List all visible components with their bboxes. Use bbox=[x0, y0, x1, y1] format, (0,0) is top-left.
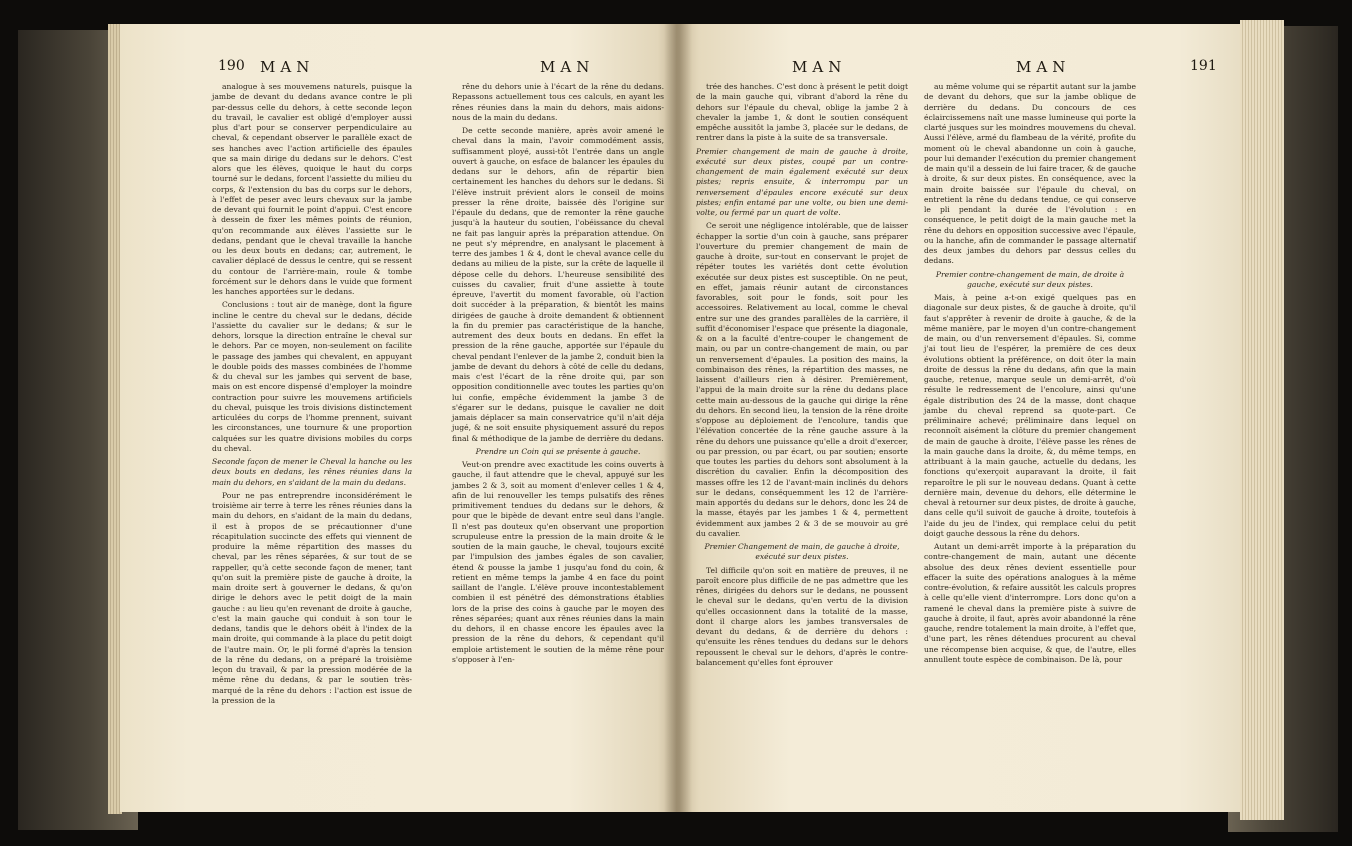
paragraph: Autant un demi-arrêt importe à la préparation du contre-changement de main, autant une décente absolue des deux rênes devient essentielle pour effacer la suite des opérations analogues à la même contre-évolution, & refaire aussitôt les calculs propres à celle qu'elle vient d'interrompre. Lors donc qu'on a ramené le cheval dans la première piste à suivre de gauche à droite, il faut, après avoir abandonné la rêne gauche, rendre totalement la main droite, à l'effet que, d'une part, les rênes détendues procurent au cheval une récompense bien acquise, & que, de l'autre, elles annullent toute espèce de combinaison. De là, pour bbox=[924, 542, 1136, 664]
paragraph: Conclusions : tout air de manège, dont la figure incline le centre du cheval sur le dedans, décide l'assiette du cavalier sur le dedans; & sur le dehors, lorsque la direction entraîne le cheval sur le dehors. Par ce moyen, non-seulement on facilite le passage des jambes qui chevalent, en appuyant le double poids des masses combinées de l'homme & du cheval sur les jambes qui servent de base, mais on est encore dispensé d'employer la moindre contraction pour suivre les mouvemens artificiels du cheval, puisque les trois divisions distinctement articulées du corps de l'homme prennent, suivant les circonstances, une tournure & une proportion calquées sur les quatre divisions mobiles du corps du cheval. bbox=[212, 300, 412, 453]
left-page-column-2 bbox=[452, 82, 664, 668]
book-gutter bbox=[664, 24, 692, 812]
section-heading: Premier Changement de main, de gauche à droite, exécuté sur deux pistes. bbox=[704, 542, 900, 562]
page-number-right: 191 bbox=[1190, 58, 1217, 74]
section-heading: Prendre un Coin qui se présente à gauche. bbox=[475, 446, 641, 456]
running-header-left-1: MAN bbox=[260, 58, 315, 76]
running-header-right-1: MAN bbox=[792, 58, 847, 76]
running-header-left-2: MAN bbox=[540, 58, 595, 76]
right-page bbox=[676, 24, 1248, 812]
left-page bbox=[120, 24, 680, 812]
paragraph: Mais, à peine a-t-on exigé quelques pas en diagonale sur deux pistes, & de gauche à droite, qu'il faut s'apprêter à revenir de droite à gauche, & de la même manière, par le moyen d'un contre-changement de main, ou d'un renversement d'épaules. Si, comme j'ai tout lieu de l'espérer, la première de ces deux évolutions obtient la préférence, on doit ôter la main droite de dessus la rêne du dedans, afin que la main gauche, retenue, marque seule un demi-arrêt, d'où résulte le redressement de l'encolure, ainsi qu'une égale distribution des 24 de la masse, dont chaque jambe du cheval reprend sa quote-part. Ce préliminaire achevé; préliminaire dans lequel on reconnoît aisément la clôture du premier changement de main de gauche à droite, l'élève passe les rênes de la main gauche dans la droite, &, du même temps, en attribuant à la main gauche, actuelle du dedans, les fonctions qu'exerçoit auparavant la droite, il fait reparoître le pli sur le nouveau dedans. Quant à cette dernière main, devenue du dehors, elle détermine le cheval à retourner sur deux pistes, de droite à gauche, dans celle qu'il suivoit de gauche à droite, toutefois à l'aide du jeu de l'index, qui remplace celui du petit doigt gauche dessous la rêne du dehors. bbox=[924, 293, 1136, 538]
section-heading: Premier changement de main de gauche à droite, exécuté sur deux pistes, coupé par un contre-changement de main également exécuté sur deux pistes; repris ensuite, & interrompu par un renversement d'épaules encore exécuté sur deux pistes; enfin entamé par une volte, ou bien une demi-volte, ou fermé par un quart de volte. bbox=[696, 146, 908, 217]
right-page-column-2 bbox=[924, 82, 1136, 668]
left-page-column-1 bbox=[212, 82, 412, 709]
running-header-right-2: MAN bbox=[1016, 58, 1071, 76]
right-page-column-1 bbox=[696, 82, 908, 671]
paragraph: Tel difficile qu'on soit en matière de preuves, il ne paroît encore plus difficile de ne pas admettre que les rênes, dirigées du dehors sur le dedans, ne poussent le cheval sur le dedans, qu'en vertu de la division qu'elles occasionnent dans la totalité de la masse, dont il charge alors les jambes transversales de devant du dedans, & de derrière du dehors : qu'ensuite les rênes tendues du dedans sur le dehors repoussent le cheval sur le dehors, d'après le contre-balancement qu'elles font éprouver bbox=[696, 565, 908, 667]
paragraph: De cette seconde manière, après avoir amené le cheval dans la main, l'avoir commodément assis, suffisamment ployé, aussi-tôt l'entrée dans un angle ouvert à gauche, on esface de balancer les épaules du dedans sur le dehors, afin de répartir bien certainement les hanches du dehors sur le dedans. Si l'élève instruit prévient alors le conseil de moins presser la rêne droite, baissée dès l'origine sur l'épaule du dedans, que de remonter la rêne gauche jusqu'à la hauteur du soutien, l'obéissance du cheval ne fait pas languir après la préparation attendue. On ne peut s'y méprendre, en analysant le placement à terre des jambes 1 & 4, dont le cheval avance celle du dedans au milieu de la piste, sur la crête de laquelle il dépose celle du dehors. L'heureuse sensibilité des cuisses du cavalier, fruit d'une assiette à toute épreuve, l'avertit du moment favorable, où l'action doit succéder à la préparation, & bientôt les mains dirigées de gauche à droite demandent & obtiennent la fin du premier pas caractéristique de la hanche, autrement des deux bouts en dedans. En effet la pression de la rêne gauche, apportée sur l'épaule du cheval pendant l'enlever de la jambe 2, conduit bien la jambe de devant du dehors à côté de celle du dedans, mais c'est l'écart de la rêne droite qui, par son opposition conditionnelle avec toutes les parties qu'on lui confie, empêche évidemment la jambe 3 de s'égarer sur le dedans, puisque le cavalier ne doit jamais déplacer sa main conservatrice qu'il n'ait déja jugé, & ne soit ensuite physiquement assuré du repos final & méthodique de la jambe de derrière du dedans. bbox=[452, 126, 664, 443]
paragraph: Veut-on prendre avec exactitude les coins ouverts à gauche, il faut attendre que le cheval, appuyé sur les jambes 2 & 3, soit au moment d'enlever celles 1 & 4, afin de lui renouveller les temps pulsatifs des rênes primitivement tendues du dedans sur le dehors, & pour que le bipède de devant entre seul dans l'angle. Il n'est pas douteux qu'en observant une proportion scrupuleuse entre la pression de la main droite & le soutien de la main gauche, le cheval, toujours excité par l'impulsion des jambes égales de son cavalier, étend & pousse la jambe 1 jusqu'au fond du coin, & retient en même temps la jambe 4 en face du point saillant de l'angle. L'élève prouve incontestablement combien il est pénétré des démonstrations établies lors de la prise des coins à gauche par le moyen des rênes séparées; quant aux rênes réunies dans la main du dehors, il en chasse encore les épaules avec la pression de la rêne du dehors, & cependant qu'il emploie artistement le soutien de la même rêne pour s'opposer à l'en- bbox=[452, 460, 664, 664]
page-edges-right bbox=[1240, 20, 1284, 820]
paragraph: rêne du dehors unie à l'écart de la rêne du dedans. Repassons actuellement tous ces calculs, en ayant les rênes réunies dans la main du dehors, mais aidons-nous de la main du dedans. bbox=[452, 82, 664, 122]
page-number-left: 190 bbox=[218, 58, 245, 74]
section-heading: Premier contre-changement de main, de droite à gauche, exécuté sur deux pistes. bbox=[935, 269, 1125, 289]
paragraph: au même volume qui se répartit autant sur la jambe de devant du dehors, que sur la jambe oblique de derrière du dedans. Du concours de ces éclaircissemens naît une masse lumineuse qui porte la clarté jusques sur les moindres mouvemens du cheval. Aussi l'élève, armé du flambeau de la vérité, profite du moment où le cheval abandonne un coin à gauche, pour lui demander l'exécution du premier changement de main qu'il a dessein de lui faire tracer, & de gauche à droite, & sur deux pistes. En conséquence, avec la main droite baissée sur l'épaule du cheval, on entretient la rêne du dedans tendue, ce qui conserve le pli pendant la durée de l'évolution : en conséquence, le petit doigt de la main gauche met la rêne du dehors en opposition successive avec l'épaule, ou la hanche, afin de commander le passage alternatif des deux jambes du dehors par dessus celles du dedans. bbox=[924, 82, 1136, 266]
paragraph: Pour ne pas entreprendre inconsidérément le troisième air terre à terre les rênes réunies dans la main du dehors, en s'aidant de la main du dedans, il est à propos de se précautionner d'une récapitulation succincte des effets qui viennent de produire la même répartition des masses du cheval, par les rênes séparées, & sur tout de se rappeller, qu'à cette seconde façon de mener, tant qu'on suit la première piste de gauche à droite, la main droite sert à gouverner le dedans, & qu'on dirige le dehors avec le petit doigt de la main gauche : au lieu qu'en revenant de droite à gauche, c'est la main gauche qui conduit à son tour le dedans, tandis que le dehors obéit à l'index de la main droite, qui commande à la place du petit doigt de l'autre main. Or, le pli formé d'après la tension de la rêne du dedans, on a préparé la troisième leçon du travail, & par la pression modérée de la même rêne du dedans, & par le soutien très-marqué de la rêne du dehors : l'action est issue de la pression de la bbox=[212, 490, 412, 705]
section-heading: Seconde façon de mener le Cheval la hanche ou les deux bouts en dedans, les rênes réunies dans la main du dehors, en s'aidant de la main du dedans. bbox=[212, 457, 412, 487]
paragraph: trée des hanches. C'est donc à présent le petit doigt de la main gauche qui, vibrant d'abord la rêne du dehors sur l'épaule du cheval, oblige la jambe 2 à chevaler la jambe 1, & dont le soutien conséquent empêche aussitôt la jambe 3, placée sur le dedans, de rentrer dans la piste à la suite de sa transversale. bbox=[696, 82, 908, 143]
paragraph: Ce seroit une négligence intolérable, que de laisser échapper la sortie d'un coin à gauche, sans préparer l'ouverture du premier changement de main de gauche à droite, sur-tout en conservant le projet de répéter toutes les variétés dont cette évolution exécutée sur deux pistes est susceptible. On ne peut, en effet, jamais réunir autant de circonstances favorables, soit pour le fonds, soit pour les accessoires. Relativement au local, comme le cheval entre sur une des grandes parallèles de la carrière, il suffit d'économiser l'espace que présente la diagonale, & on a la faculté d'entre-couper le changement de main, ou par un contre-changement de main, ou par un renversement d'épaules. La position des mains, la combinaison des rênes, la répartition des masses, ne laissent d'ailleurs rien à désirer. Premièrement, l'appui de la main droite sur la rêne du dedans place cette main au-dessous de la gauche qui dirige la rêne du dehors. En second lieu, la tension de la rêne droite s'oppose au déploiement de l'encolure, tandis que l'élévation concertée de la rêne gauche assure à la rêne du dehors une puissance qu'elle a droit d'exercer, ou par pression, ou par écart, ou par soutien; ensorte que toutes les parties du dehors sont absolument à la discrétion du cavalier. Enfin la décomposition des masses offre les 12 de l'avant-main inclinés du dehors sur le dedans, conséquemment les 12 de l'arrière-main apportés du dedans sur le dehors, donc les 24 de la masse, étayés par les jambes 1 & 4, permettent évidemment aux jambes 2 & 3 de se mouvoir au gré du cavalier. bbox=[696, 221, 908, 538]
paragraph: analogue à ses mouvemens naturels, puisque la jambe de devant du dedans avance contre le pli par-dessus celle du dehors, à cette seconde leçon du travail, le cavalier est obligé d'employer aussi plus d'art pour se conserver perpendiculaire au cheval, & cependant observer le parallèle exact de ses hanches avec l'action artificielle des épaules que sa main dirige du dedans sur le dehors. C'est alors que les élèves, quoique le haut du corps tourné sur le dedans, forcent l'assiette du milieu du corps, & l'extension du bas du corps sur le dehors, à l'effet de peser avec leurs chevaux sur la jambe de devant qui fournit le point d'appui. C'est encore à dessein de fixer les mêmes points de réunion, qu'on recommande aux élèves l'assiette sur le dedans, pendant que le cheval travaille la hanche ou les deux bouts en dedans; car, autrement, le cavalier déplacé de dessus le centre, qui se ressent du contour de l'arrière-main, roule & tombe forcément sur le dehors dans le vuide que forment les hanches apportées sur le dedans. bbox=[212, 82, 412, 296]
